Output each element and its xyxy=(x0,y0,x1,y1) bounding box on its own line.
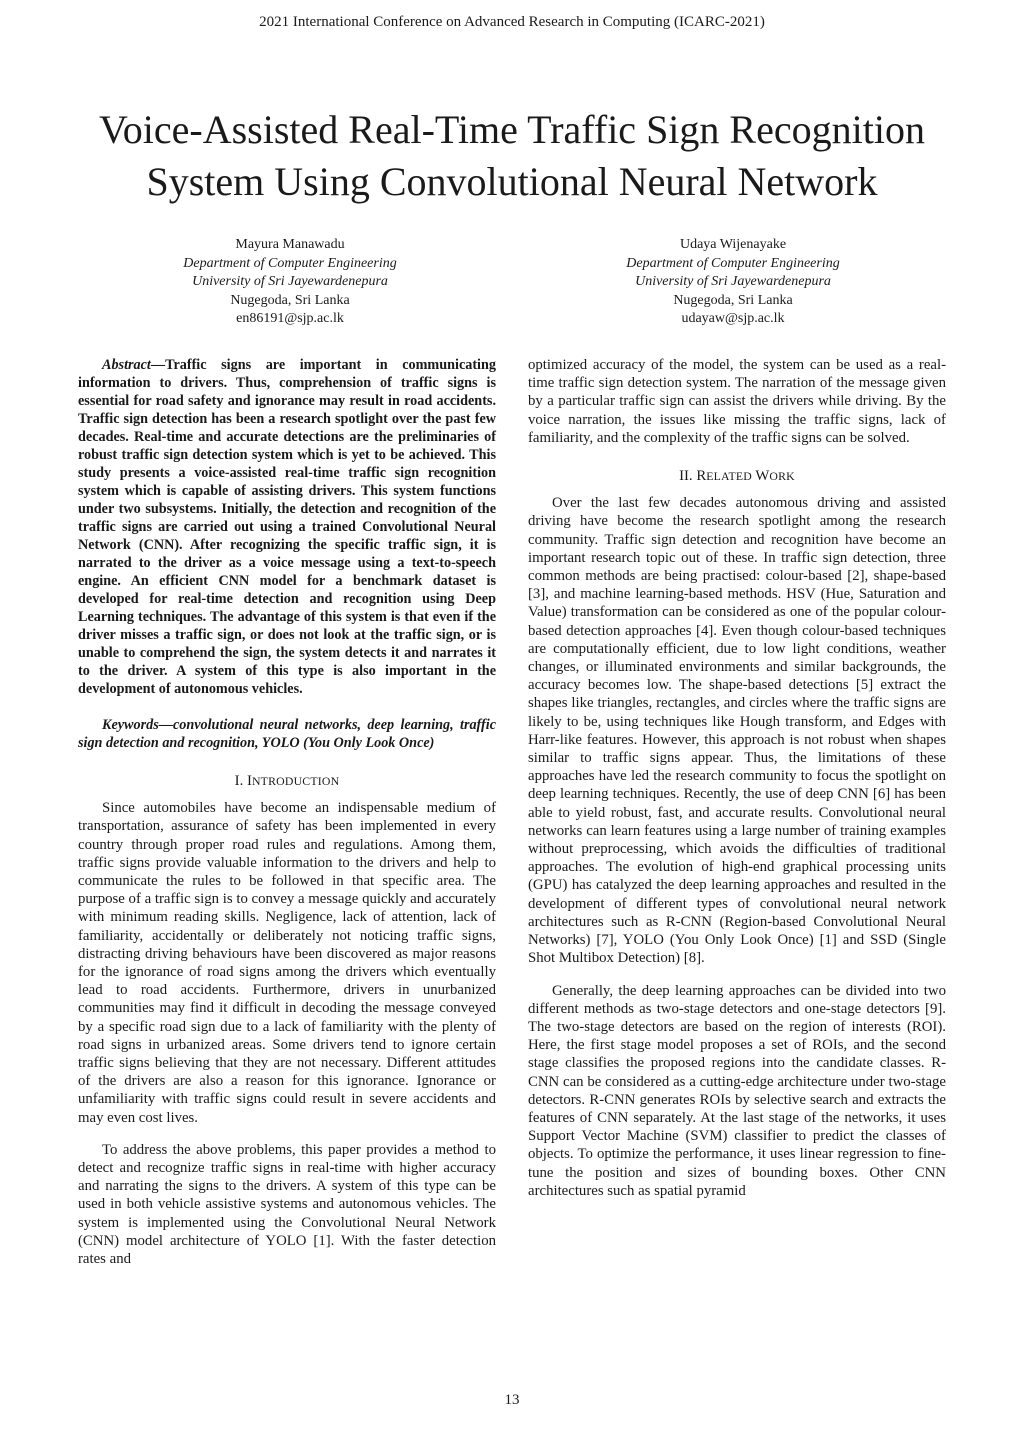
author-location: Nugegoda, Sri Lanka xyxy=(673,292,793,308)
section-rest: NTRODUCTION xyxy=(251,774,340,788)
left-column xyxy=(78,356,496,1268)
author-university: University of Sri Jayewardenepura xyxy=(192,274,388,289)
section-heading-related-work xyxy=(528,467,946,485)
related-paragraph-2: Generally, the deep learning approaches can be divided into two different methods as two-stage detectors and one-stage detectors [9]. The two-stage detectors are based on the region of interests (ROI). Here, the first stage model proposes a set of ROIs, and the second stage classifies the proposed regions into the candidate classes. R-CNN can be considered as a cutting-edge architecture under two-stage detectors. R-CNN generates ROIs by selective search and extracts the features of CNN separately. At the last stage of the networks, it uses Support Vector Machine (SVM) classifier to predict the classes of objects. To optimize the performance, it uses linear regression to fine-tune the position and sizes of bounding boxes. Other CNN architectures such as spatial pyramid xyxy=(528,982,946,1199)
abstract-label: Abstract xyxy=(102,357,151,373)
abstract xyxy=(78,356,496,698)
title-line-2: System Using Convolutional Neural Network xyxy=(146,159,878,204)
author-department: Department of Computer Engineering xyxy=(183,255,397,271)
conference-header: 2021 International Conference on Advanced Research in Computing (ICARC-2021) xyxy=(259,14,765,30)
section-initial: R xyxy=(696,468,707,485)
intro-paragraph-1: Since automobiles have become an indispensable medium of transportation, assurance of safety has been implemented in every country through proper road rules and regulations. Among them, traffic signs provide valuable information to the drivers and help to communicate the rules to be followed in that specific area. The purpose of a traffic sign is to convey a message quickly and accurately with minimum reading skills. Negligence, lack of attention, lack of familiarity, accidentally or deliberately not noticing traffic signs, distracting driving behaviours have been discovered as major reasons for the ignorance of road signs among the drivers which eventually lead to road accidents. Furthermore, drivers in unurbanized communities may find it difficult in decoding the message conveyed by a specific road sign due to a lack of familiarity with the plenty of road signs in urbanized areas. Some drivers tend to ignore certain traffic signs believing that they are not necessary. Different attitudes of the drivers are also a reason for this ignorance. Ignorance or unfamiliarity with traffic signs could result in severe accidents and may even cost lives. xyxy=(78,800,497,1126)
section-numeral: II. xyxy=(679,468,693,485)
paper-title xyxy=(40,104,984,208)
title-line-1: Voice-Assisted Real-Time Traffic Sign Recognition xyxy=(99,107,925,152)
author-email: udayaw@sjp.ac.lk xyxy=(681,311,785,326)
abstract-dash: — xyxy=(150,357,166,373)
section-rest: ELATED xyxy=(706,469,752,484)
abstract-text: Traffic signs are important in communicating information to drivers. Thus, comprehension of traffic signs is essential for road safety and ignorance may result in road accidents. Traffic sign detection has been a research spotlight over the past few decades. Real-time and accurate detections are the preliminaries of robust traffic sign detection system which is yet to be achieved. This study presents a voice-assisted real-time traffic sign recognition system which is capable of assisting drivers. This system functions under two subsystems. Initially, the detection and recognition of the traffic signs are carried out using a trained Convolutional Neural Network (CNN). After recognizing the specific traffic sign, it is narrated to the driver as a voice message using a text-to-speech engine. An efficient CNN model for a benchmark dataset is developed for real-time detection and recognition using Deep Learning techniques. The advantage of this system is that even if the driver misses a traffic sign, or does not look at the traffic sign, or is unable to comprehend the sign, the system detects it and narrates it to the driver. A system of this type is also important in the development of autonomous vehicles. xyxy=(78,357,496,697)
section-heading-introduction xyxy=(78,772,496,790)
intro-continuation: optimized accuracy of the model, the system can be used as a real-time traffic sign detection system. The narration of the message given by a particular traffic sign can assist the drivers while driving. By the voice narration, the issues like missing the traffic signs, lack of familiarity, and the complexity of the traffic signs can be solved. xyxy=(528,357,946,446)
keywords: Keywords—convolutional neural networks, deep learning, traffic sign detection and recognition, YOLO (You Only Look Once) xyxy=(78,717,496,751)
right-column xyxy=(528,356,946,1200)
author-university: University of Sri Jayewardenepura xyxy=(635,274,831,289)
page-number: 13 xyxy=(504,1392,520,1408)
author-email: en86191@sjp.ac.lk xyxy=(236,311,344,326)
author-name: Udaya Wijenayake xyxy=(679,237,787,252)
author-department: Department of Computer Engineering xyxy=(626,255,840,271)
author-location: Nugegoda, Sri Lanka xyxy=(230,292,350,308)
intro-paragraph-2: To address the above problems, this paper provides a method to detect and recognize traffic signs in real-time with higher accuracy and narrating the signs to the drivers. A system of this type can be used in both vehicle assistive systems and autonomous vehicles. The system is implemented using the Convolutional Neural Network (CNN) model architecture of YOLO [1]. With the faster detection rates and xyxy=(78,1141,496,1268)
author-block-1 xyxy=(140,236,440,329)
section-initial: I xyxy=(247,773,252,789)
section-numeral: I. xyxy=(234,773,244,789)
section-rest: ORK xyxy=(769,469,795,484)
author-name: Mayura Manawadu xyxy=(235,237,345,252)
section-initial: W xyxy=(755,468,770,485)
related-paragraph-1: Over the last few decades autonomous driving and assisted driving have become the research spotlight among the research community. Traffic sign detection and recognition have become an important research topic out of these. In traffic sign detection, three common methods are being practised: colour-based [2], shape-based [3], and machine learning-based methods. HSV (Hue, Saturation and Value) transformation can be considered as one of the popular colour-based detection approaches [4]. Even though colour-based techniques are computationally efficient, due to low light conditions, weather changes, or illuminated environments and similar backgrounds, the accuracy becomes low. The shape-based detections [5] extract the shapes like triangles, rectangles, and circles where the traffic signs are likely to be, using techniques like Hough transform, and Edges with Harr-like features. However, this approach is not robust when shapes similar to traffic signs appear. Thus, the limitations of these approaches have led the research community to focus the spotlight on deep learning techniques. Recently, the use of deep CNN [6] has been able to yield robust, fast, and accurate results. Convolutional neural networks can learn features using a large number of training examples without preprocessing, which avoids the difficulties of traditional approaches. The evolution of high-end graphical processing units (GPU) has catalyzed the deep learning approaches and resulted in the development of different types of convolutional neural network architectures such as R-CNN (Region-based Convolutional Neural Networks) [7], YOLO (You Only Look Once) [1] and SSD (Single Shot Multibox Detection) [8]. xyxy=(528,495,946,967)
author-block-2 xyxy=(583,236,883,329)
